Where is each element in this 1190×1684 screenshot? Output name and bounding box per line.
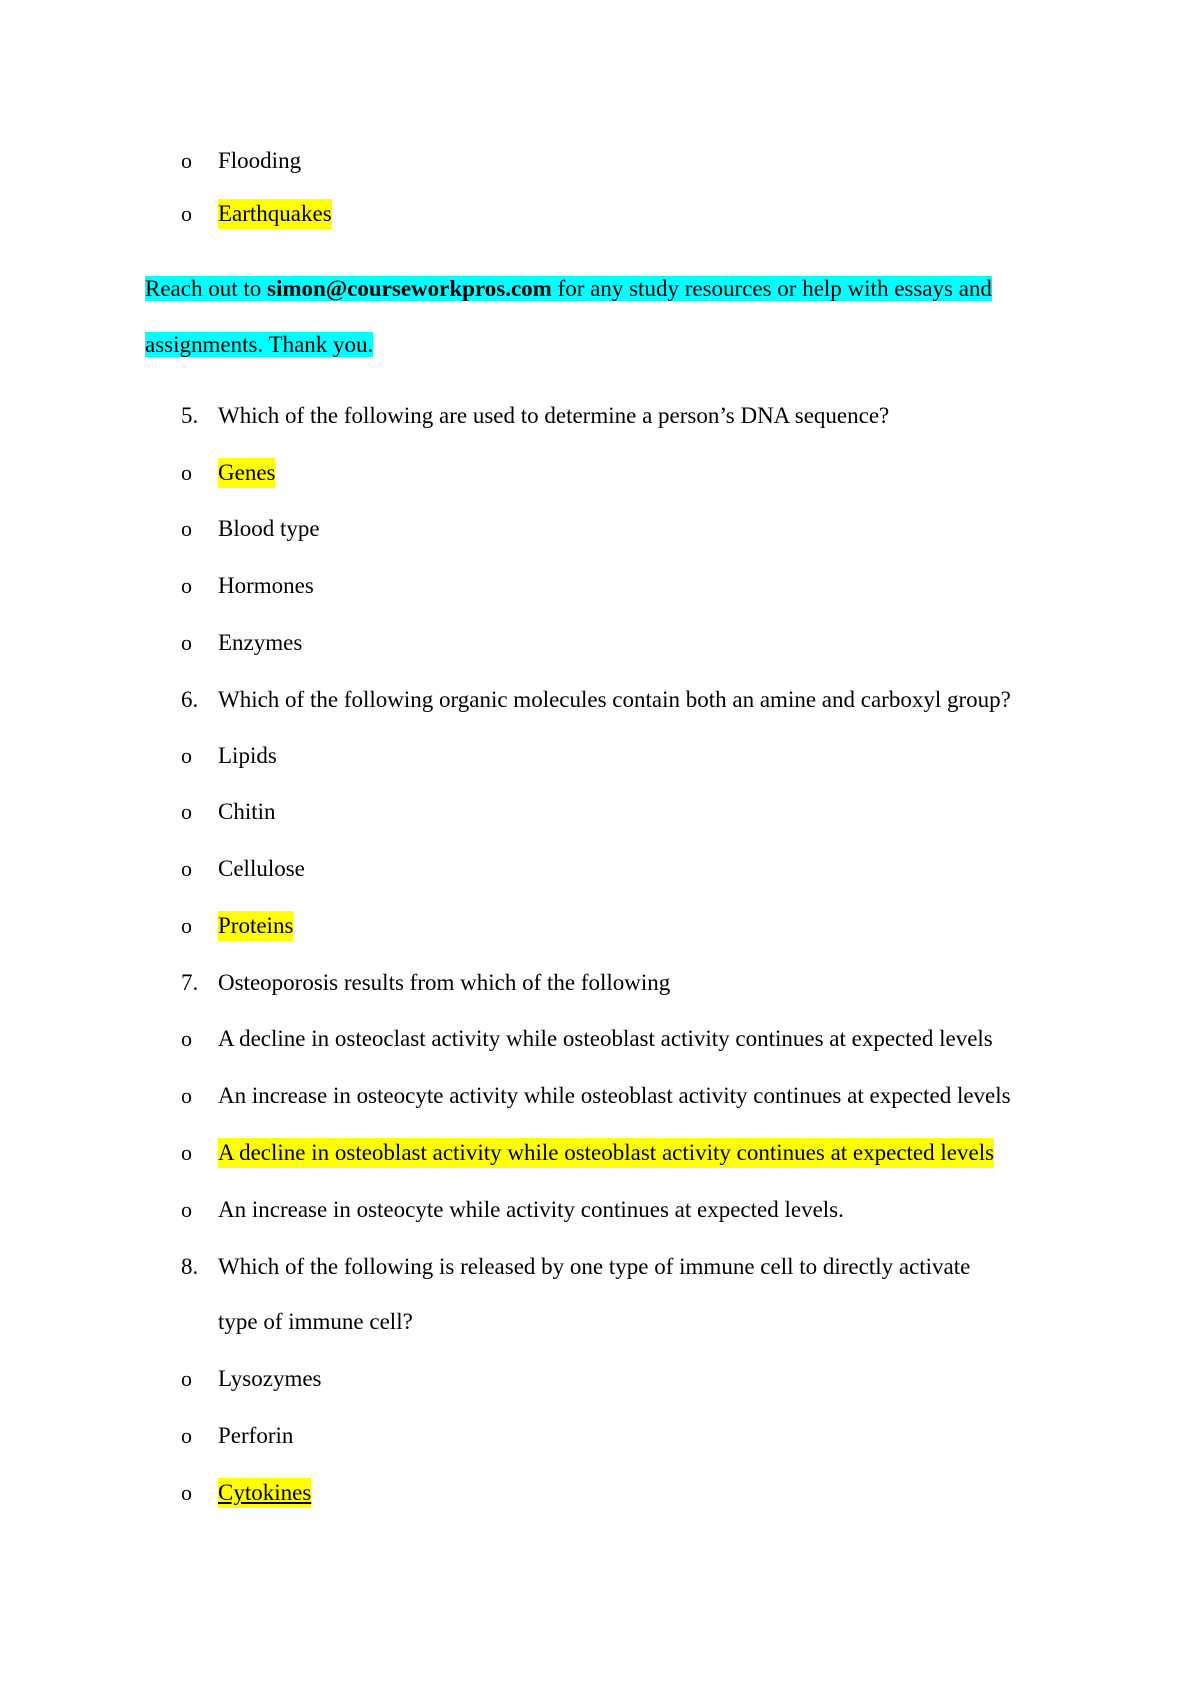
option-marker: o — [181, 516, 192, 541]
option-text: A decline in osteoclast activity while osteoblast activity continues at expected levels — [218, 1026, 993, 1051]
option-text: Hormones — [218, 573, 314, 598]
option-marker: o — [181, 856, 192, 881]
question-text-continuation: type of immune cell? — [218, 1309, 413, 1334]
option-marker: o — [181, 460, 192, 485]
option-marker: o — [181, 630, 192, 655]
option-marker: o — [181, 743, 192, 768]
option-marker: o — [181, 201, 192, 226]
note-line2: assignments. Thank you. — [145, 332, 374, 357]
option-text: Blood type — [218, 516, 320, 541]
option-text: Perforin — [218, 1423, 294, 1448]
option-marker: o — [181, 1026, 192, 1051]
option-text: An increase in osteocyte activity while osteoblast activity continues at expected levels — [218, 1083, 1011, 1108]
option-text: Chitin — [218, 799, 276, 824]
option-marker: o — [181, 913, 192, 938]
note-highlight — [145, 276, 992, 301]
option-marker: o — [181, 1366, 192, 1391]
option-marker: o — [181, 1083, 192, 1108]
option-text: Enzymes — [218, 630, 303, 655]
option-text: An increase in osteocyte while activity continues at expected levels. — [218, 1197, 844, 1222]
option-text-highlighted: A decline in osteoblast activity while osteoblast activity continues at expected levels — [218, 1138, 994, 1168]
option-marker: o — [181, 148, 192, 173]
option-marker: o — [181, 1423, 192, 1448]
note-suffix: for any study resources or help with essays and — [551, 276, 992, 301]
option-text: Lysozymes — [218, 1366, 322, 1391]
option-marker: o — [181, 1480, 192, 1505]
note-prefix: Reach out to — [145, 276, 267, 301]
question-text: Which of the following organic molecules contain both an amine and carboxyl group? — [218, 687, 1011, 712]
option-text: Lipids — [218, 743, 277, 768]
option-text-highlighted: Cytokines — [218, 1478, 311, 1508]
question-text: Which of the following is released by one type of immune cell to directly activate — [218, 1254, 971, 1279]
contact-note-line-1 — [145, 274, 992, 304]
option-marker: o — [181, 573, 192, 598]
option-text-highlighted: Genes — [218, 458, 275, 488]
option-text: Cellulose — [218, 856, 305, 881]
option-marker: o — [181, 799, 192, 824]
question-number: 7. — [181, 970, 199, 995]
question-text: Osteoporosis results from which of the following — [218, 970, 671, 995]
option-text-highlighted: Proteins — [218, 911, 293, 941]
note-email: simon@courseworkpros.com — [267, 276, 552, 301]
question-number: 6. — [181, 687, 199, 712]
contact-note-line-2 — [145, 330, 373, 360]
question-number: 8. — [181, 1254, 199, 1279]
option-marker: o — [181, 1197, 192, 1222]
question-number: 5. — [181, 403, 199, 428]
option-text: Flooding — [218, 148, 302, 173]
question-text: Which of the following are used to determine a person’s DNA sequence? — [218, 403, 890, 428]
option-marker: o — [181, 1140, 192, 1165]
option-text-highlighted: Earthquakes — [218, 199, 332, 229]
